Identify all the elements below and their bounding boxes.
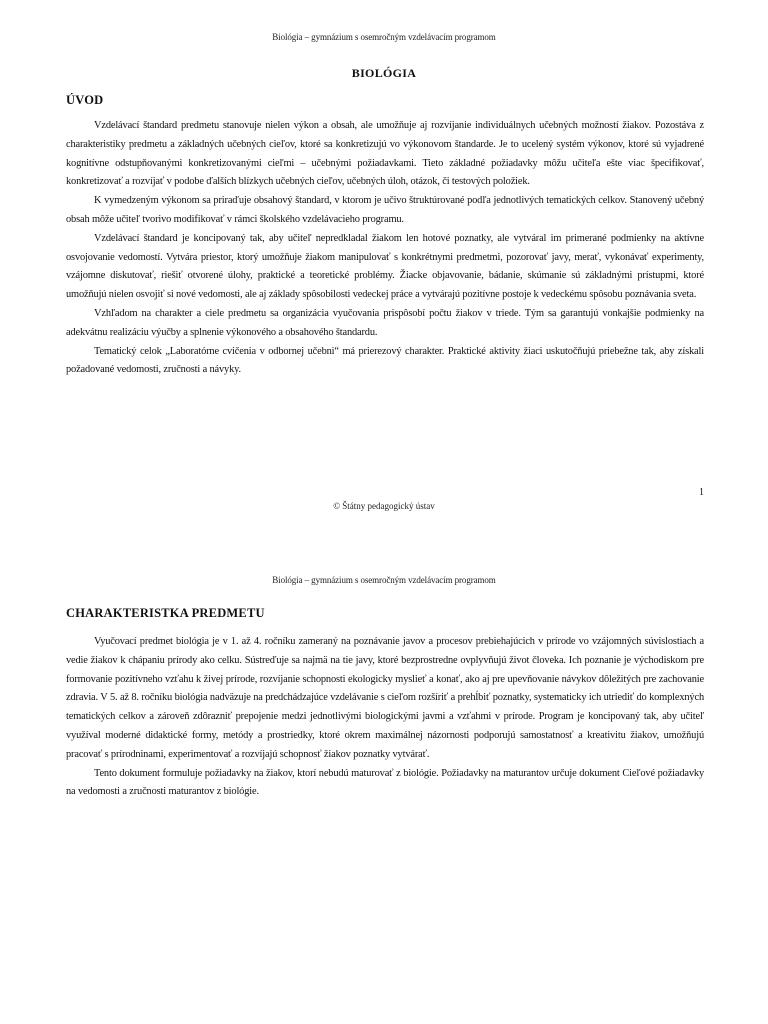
body-text [66, 117, 704, 380]
page-footer: © Štátny pedagogický ústav [333, 501, 435, 511]
page-2 [0, 540, 768, 1024]
paragraph: Vzhľadom na charakter a ciele predmetu sa organizácia vyučovania prispôsobí počtu žiakov v triede. Tým sa garantujú vonkajšie podmienky na adekvátnu realizáciu výučby a splnenie výkonového a obsahového štandardu. [66, 307, 704, 338]
page-number: 1 [699, 487, 704, 498]
section-heading-uvod: ÚVOD [66, 93, 104, 107]
paragraph: Vzdelávací štandard je koncipovaný tak, aby učiteľ nepredkladal žiakom len hotové poznatky, ale vytváral im primerané podmienky na aktívne osvojovanie vedomostí. Vytvára priestor, ktorý umožňuje žiakom manipulovať s konkrétnymi predmetmi, pozorovať javy, merať, vykonávať experimenty, vzájomne diskutovať, riešiť otvorené úlohy, praktické a teoretické problémy. Žiacke objavovanie, bádanie, skúmanie sú základnými prístupmi, ktoré umožňujú nielen osvojiť si nové vedomosti, ale aj základy spôsobilosti vedeckej práce a vytvárajú pozitívne postoje k vedeckému spôsobu poznávania sveta. [66, 232, 704, 301]
paragraph: Tento dokument formuluje požiadavky na žiakov, ktorí nebudú maturovať z biológie. Požiadavky na maturantov určuje dokument Cieľové požiadavky na vedomosti a zručnosti maturantov z biológie. [66, 767, 704, 798]
paragraph: Vyučovací predmet biológia je v 1. až 4. ročníku zameraný na poznávanie javov a procesov prebiehajúcich v prírode vo vzájomných súvislostiach a vedie žiakov k chápaniu prírody ako celku. Sústreďuje sa najmä na tie javy, ktoré bezprostredne ovplyvňujú život človeka. Ich poznanie je východiskom pre formovanie pozitívneho vzťahu k živej prírode, rozvíjanie schopnosti ekologicky myslieť a konať, ako aj pre upevňovanie návykov dôležitých pre zachovanie zdravia. V 5. až 8. ročníku biológia nadväzuje na predchádzajúce vzdelávanie s cieľom rozšíriť a prehĺbiť poznatky, systematicky ich utriediť do komplexných tematických celkov a zároveň zdôrazniť prepojenie medzi jednotlivými biologickými javmi a vzťahmi v prírode. Program je koncipovaný tak, aby učiteľ využíval moderné didaktické formy, metódy a prostriedky, ktoré okrem maximálnej názornosti podporujú samostatnosť a kreativitu žiakov, umožňujú pracovať s prírodninami, experimentovať a rozvíjajú schopnosť žiakov poznatky vytvárať. [66, 636, 704, 760]
paragraph: Tematický celok „Laboratórne cvičenia v odbornej učebni“ má prierezový charakter. Praktické aktivity žiaci uskutočňujú priebežne tak, aby získali požadované vedomosti, zručnosti a návyky. [66, 345, 704, 376]
document-title: BIOLÓGIA [351, 66, 417, 80]
running-header: Biológia – gymnázium s osemročným vzdelávacím programom [272, 32, 496, 42]
paragraph: Vzdelávací štandard predmetu stanovuje nielen výkon a obsah, ale umožňuje aj rozvíjanie individuálnych učebných možností žiakov. Pozostáva z charakteristiky predmetu a základných učebných cieľov, ktoré sa konkretizujú vo výkonovom štandarde. Je to ucelený systém výkonov, ktoré sú vyjadrené kognitívne odstupňovanými konkretizovanými cieľmi – učebnými požiadavkami. Tieto základné požiadavky môžu učiteľa ešte viac špecifikovať, konkretizovať a rozvíjať v podobe ďalších blízkych učebných cieľov, učebných úloh, otázok, či testových položiek. [66, 120, 704, 188]
body-text [66, 633, 704, 802]
paragraph: K vymedzeným výkonom sa priraďuje obsahový štandard, v ktorom je učivo štruktúrované podľa jednotlivých tematických celkov. Stanovený učebný obsah môže učiteľ tvorivo modifikovať v rámci školského vzdelávacieho programu. [66, 195, 704, 225]
section-heading-charakteristika: CHARAKTERISTKA PREDMETU [66, 606, 265, 620]
running-header: Biológia – gymnázium s osemročným vzdelávacím programom [272, 575, 496, 585]
